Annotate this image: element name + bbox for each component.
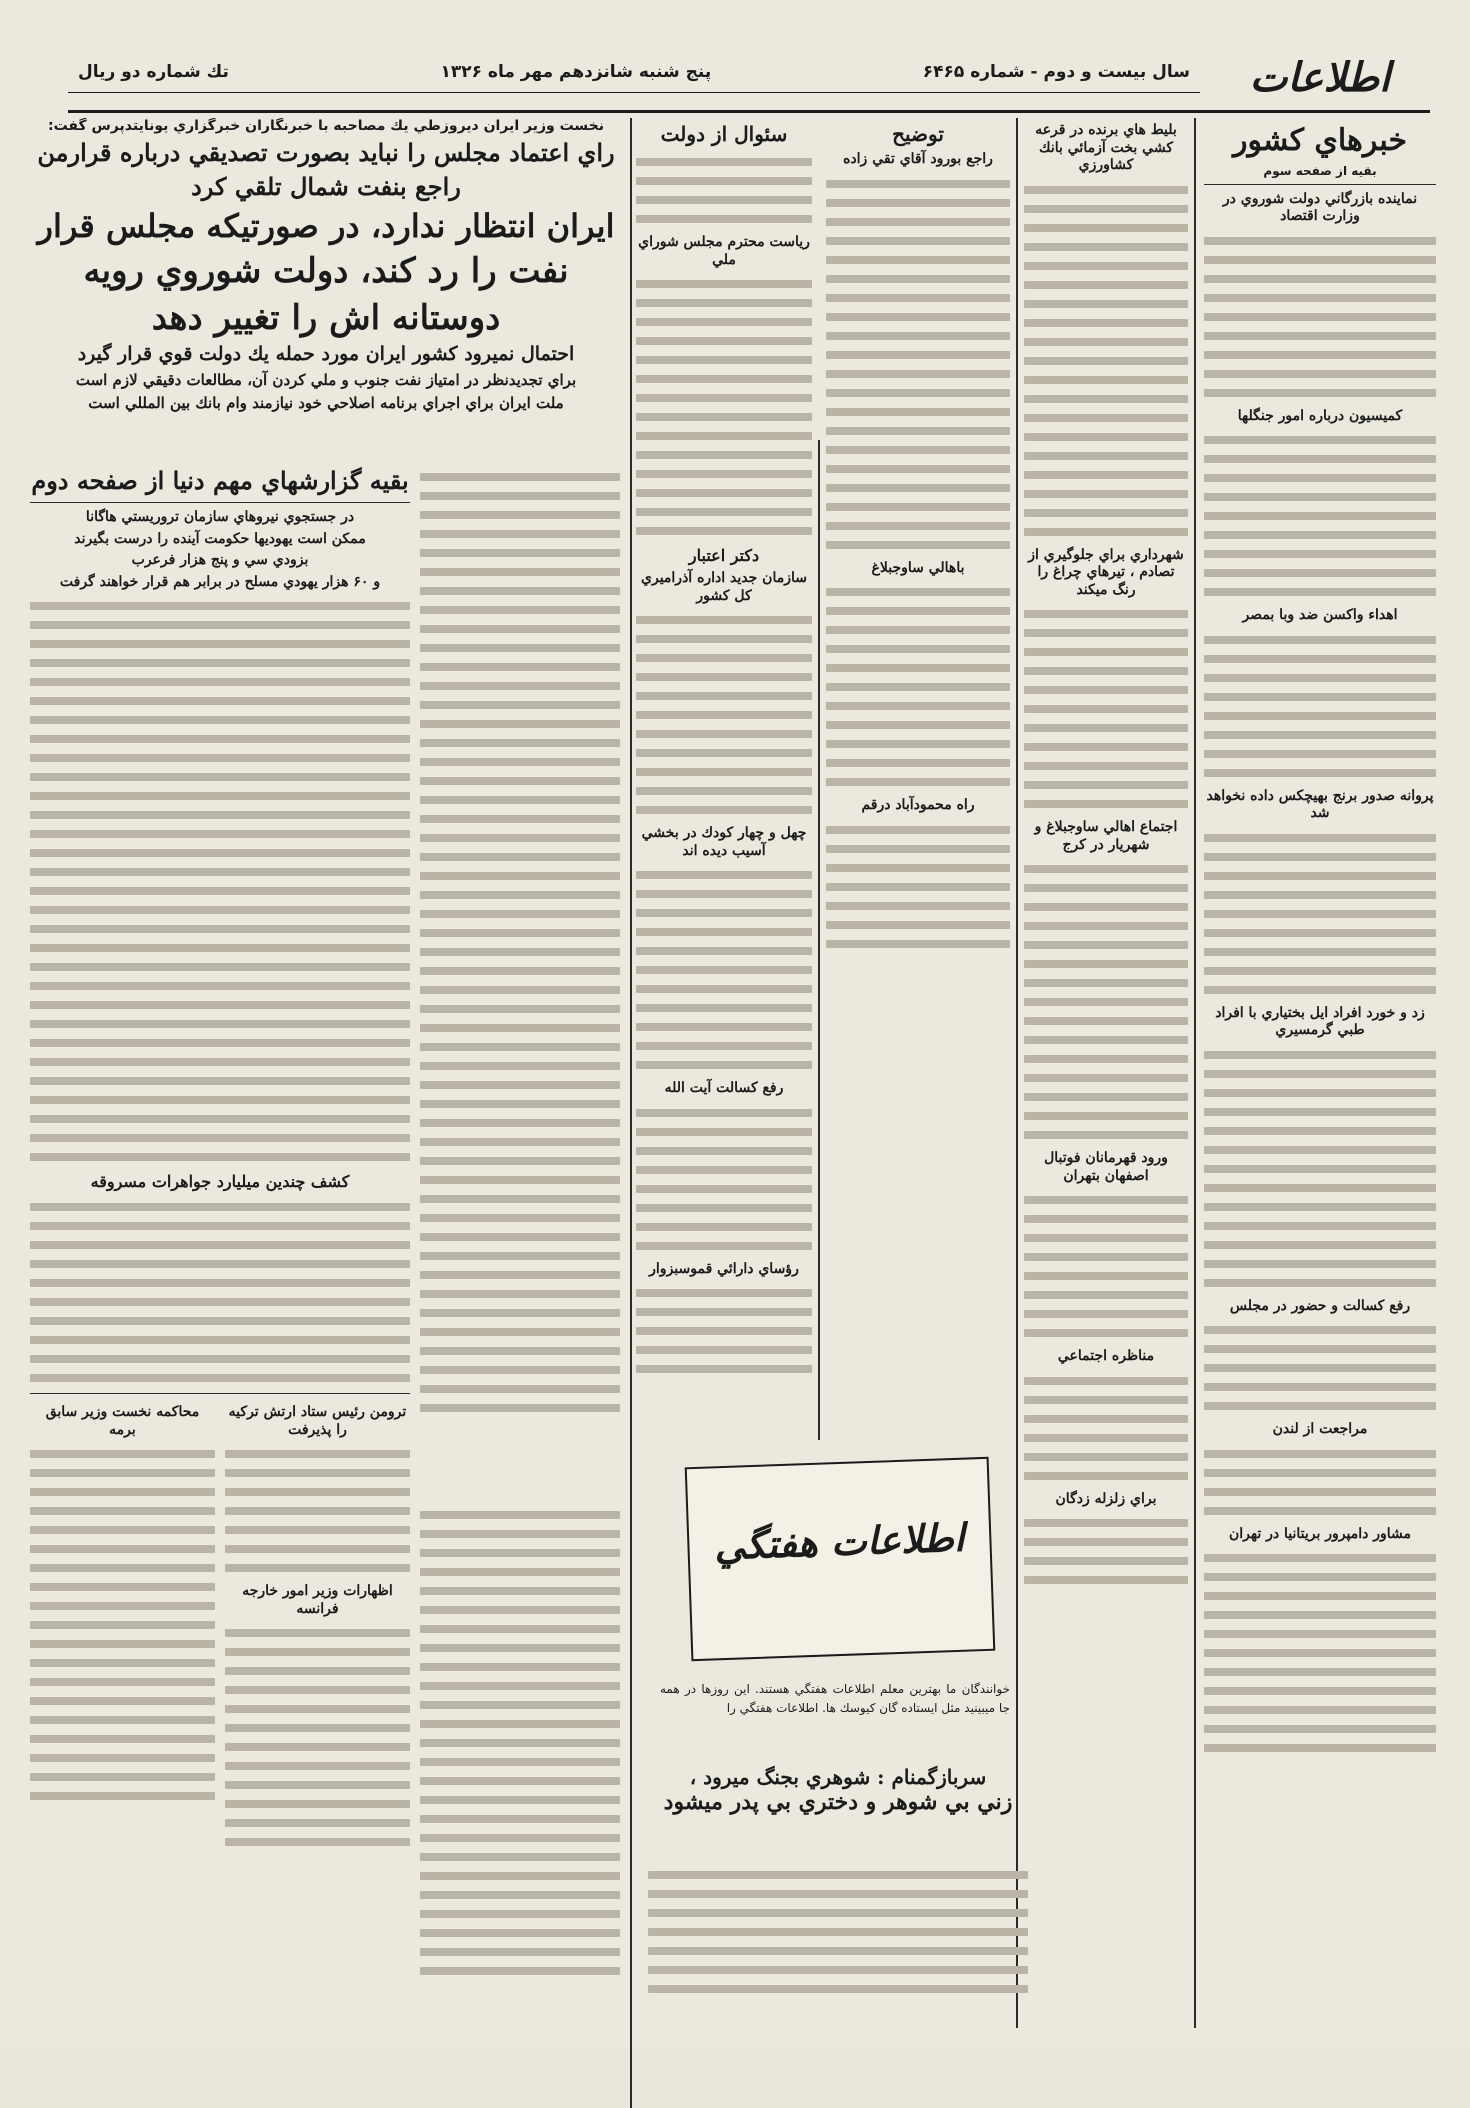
column-rule <box>1194 118 1196 2028</box>
weekly-magazine-ad <box>685 1457 996 1661</box>
lead-deck: راي اعتماد مجلس را نبايد بصورت تصديقي درباره قرارمن <box>37 138 615 167</box>
ad-headline-line1: سربازگمنام : شوهري بجنگ ميرود ، <box>689 1765 987 1789</box>
column-lottery <box>1024 118 1188 2018</box>
article-headline: مراجعت از لندن <box>1272 1421 1368 1437</box>
article-body <box>225 1450 410 1572</box>
column-explanation <box>826 118 1010 1448</box>
article-headline: بزودي سي و پنج هزار فرعرب <box>131 552 309 568</box>
country-news-column <box>1204 118 1436 2018</box>
article-headline: پروانه صدور برنج بهيچكس داده نخواهد شد <box>1206 787 1434 821</box>
article-headline: سئوال از دولت <box>660 122 788 146</box>
article-body <box>636 1109 812 1250</box>
article-headline: نماينده بازرگاني دولت شوروي در وزارت اقتصاد <box>1222 190 1418 224</box>
lead-headline: دوستانه اش را تغيير دهد <box>151 297 501 338</box>
article-body <box>1204 1051 1436 1287</box>
world-news-column <box>30 462 410 2042</box>
article-headline: براي زلزله زدگان <box>1055 1490 1157 1507</box>
article-body <box>636 1289 812 1373</box>
column-rule <box>818 440 820 1440</box>
article-body <box>1204 237 1436 397</box>
article-body <box>30 602 410 1161</box>
article-body <box>636 280 812 535</box>
issue-price: تك شماره دو ريال <box>78 62 229 82</box>
article-headline: در جستجوي نيروهاي سازمان تروريستي هاگانا <box>85 509 355 525</box>
article-body <box>636 616 812 814</box>
article-body <box>1024 610 1188 808</box>
article-body <box>30 1203 410 1382</box>
article-headline: ممكن است يهوديها حكومت آينده را درست بگيرند <box>74 530 366 547</box>
article-headline: زد و خورد افراد ايل بختياري با افراد طبي گرمسيري <box>1215 1004 1425 1038</box>
lead-headline: ايران انتظار ندارد، در صورتيكه مجلس قرار <box>37 207 615 245</box>
issue-number: سال بيست و دوم - شماره ۶۴۶۵ <box>922 62 1190 82</box>
lead-kicker: نخست وزير ايران ديروزطي يك مصاحبه با خبرنگاران خبرگزاري يونايتدپرس گفت: <box>47 118 605 134</box>
article-headline: رؤساي دارائي قموسبزوار <box>649 1260 799 1277</box>
column-rule <box>1016 118 1018 2028</box>
article-body <box>1024 186 1188 536</box>
article-body <box>1204 1326 1436 1410</box>
article-headline: مشاور دامپرور بريتانيا در تهران <box>1229 1525 1411 1542</box>
article-body <box>1204 436 1436 596</box>
world-news-title: بقيه گزارشهاي مهم دنيا از صفحه دوم <box>31 466 409 495</box>
article-headline: ورود قهرمانان فوتبال اصفهان بتهران <box>1044 1150 1168 1184</box>
column-question <box>636 118 812 1448</box>
article-headline: و ۶۰ هزار يهودي مسلح در برابر هم قرار خواهند گرفت <box>59 573 381 590</box>
newspaper-logo: اطلاعات <box>1249 54 1391 101</box>
article-headline: شهرداري براي جلوگيري از تصادم ، تيرهاي چراغ را رنگ ميكند <box>1028 546 1184 598</box>
article-headline: مناظره اجتماعي <box>1057 1348 1155 1364</box>
lead-deck: راجع بنفت شمال تلقي كرد <box>191 172 461 201</box>
article-body <box>1204 1554 1436 1752</box>
lead-body-2 <box>420 1500 620 2040</box>
article-headline: اهداء واكسن ضد وبا بمصر <box>1242 607 1398 623</box>
article-headline: اظهارات وزير امور خارجه فرانسه <box>242 1583 393 1617</box>
article-body <box>1024 1196 1188 1337</box>
article-headline: باهالي ساوجبلاغ <box>871 559 965 576</box>
ad-headline <box>648 1765 1028 1815</box>
issue-line <box>68 52 1200 93</box>
article-headline: راه محمودآباد درقم <box>861 797 975 813</box>
lead-body-1 <box>420 462 620 1492</box>
article-subheadline: سازمان جديد اداره آذراميري كل كشور <box>641 570 807 604</box>
article-body <box>1204 834 1436 994</box>
article-body <box>1024 865 1188 1139</box>
ad-title: اطلاعات هفتگي <box>713 1514 966 1569</box>
ad-caption: خوانندگان ما بهترين معلم اطلاعات هفتگي هستند. اين روزها در همه جا ميبينيد مثل ايستاده گان كيوسك ها. اطلاعات هفتگي را <box>660 1682 1010 1715</box>
lead-subhead: احتمال نميرود كشور ايران مورد حمله يك دولت قوي قرار گيرد <box>77 343 575 365</box>
article-headline: كميسيون درباره امور جنگلها <box>1237 407 1403 424</box>
article-headline: كشف چندين ميليارد جواهرات مسروقه <box>90 1172 350 1191</box>
article-body <box>1204 636 1436 777</box>
ad-headline-line2: زني بي شوهر و دختري بي پدر ميشود <box>663 1789 1013 1815</box>
article-body <box>636 871 812 1069</box>
article-headline: چهل و چهار كودك در بخشي آسيب ديده اند <box>641 825 807 859</box>
article-body <box>636 158 812 223</box>
article-headline: رفع كسالت و حضور در مجلس <box>1229 1297 1411 1314</box>
column-rule <box>630 118 632 2108</box>
lead-story-header <box>30 118 622 458</box>
article-body <box>1204 1450 1436 1515</box>
article-headline: دكتر اعتبار <box>688 546 760 565</box>
ad-body <box>648 1860 1028 2030</box>
article-headline: رفع كسالت آيت الله <box>664 1080 784 1096</box>
article-body <box>225 1629 410 1846</box>
lead-deck: ملت ايران براي اجراي برنامه اصلاحي خود نيازمند وام بانك بين المللي است <box>88 393 564 412</box>
lead-deck: براي تجديدنظر در امتياز نفت جنوب و ملي كردن آن، مطالعات دقيقي لازم است <box>75 370 577 389</box>
article-subheadline: رياست محترم مجلس شوراي ملي <box>638 234 810 268</box>
article-subheadline: راجع بورود آقاي تقي زاده <box>843 151 993 167</box>
article-body <box>1024 1519 1188 1584</box>
article-body <box>1024 1377 1188 1480</box>
article-headline: توضيح <box>892 122 944 146</box>
country-news-sub: بقيه از صفحه سوم <box>1263 163 1377 178</box>
article-body <box>826 588 1010 786</box>
masthead <box>68 40 1430 113</box>
article-body <box>826 180 1010 549</box>
article-body <box>826 826 1010 948</box>
issue-date: پنج شنبه شانزدهم مهر ماه ۱۳۲۶ <box>440 62 712 82</box>
lead-headline: نفت را رد كند، دولت شوروي رويه <box>83 251 569 291</box>
article-body <box>30 1450 215 1800</box>
article-headline: محاكمه نخست وزير سابق برمه <box>45 1404 200 1438</box>
article-headline: ترومن رئيس ستاد ارتش تركيه را پذيرفت <box>228 1404 407 1438</box>
article-headline: بليط هاي برنده در قرعه كشي بخت آزمائي بانك كشاورزي <box>1035 122 1177 173</box>
article-headline: اجتماع اهالي ساوجبلاغ و شهريار در كرج <box>1034 819 1178 853</box>
country-news-title: خبرهاي كشور <box>1232 123 1408 158</box>
